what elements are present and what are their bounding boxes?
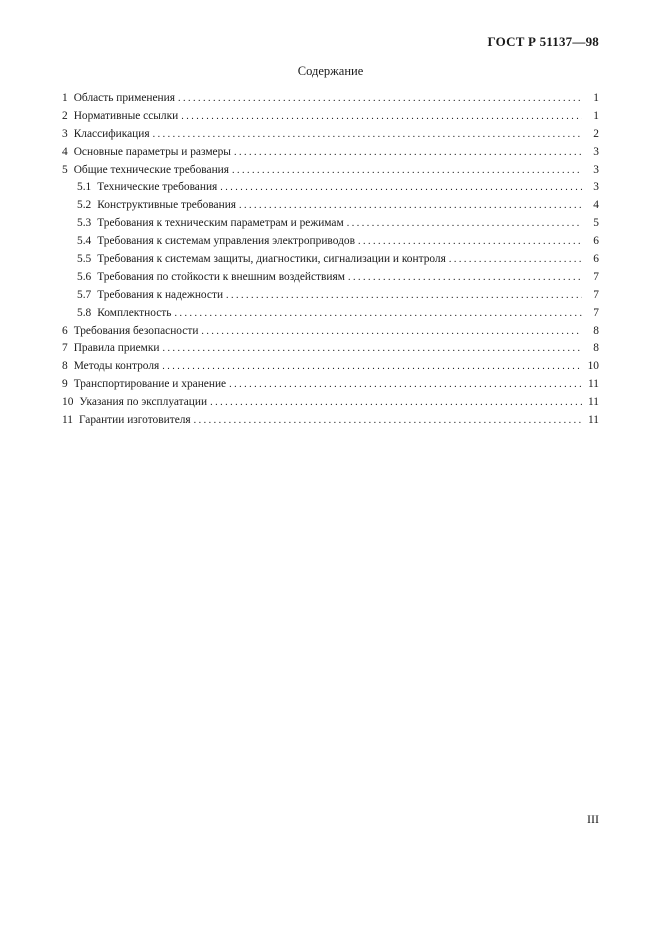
toc-entry[interactable] xyxy=(62,271,599,289)
toc-leader-dots xyxy=(162,361,582,372)
page-number: III xyxy=(587,812,599,826)
toc-leader-dots xyxy=(194,415,582,426)
toc-entry-label: Конструктивные требования xyxy=(97,199,237,212)
toc-entry-page: 1 xyxy=(593,92,599,104)
toc-entry-label: Требования к системам защиты, диагностики, сигнализации и контроля xyxy=(97,253,446,266)
toc-entry-label: Гарантии изготовителя xyxy=(78,414,191,427)
toc-entry-page: 3 xyxy=(593,163,599,176)
toc-entry[interactable] xyxy=(62,253,599,271)
toc-leader-dots xyxy=(163,343,582,354)
toc-entry-number: 10 xyxy=(62,396,74,409)
toc-leader-dots xyxy=(153,129,582,140)
toc-leader-dots xyxy=(232,165,582,176)
toc-entry[interactable] xyxy=(62,342,599,360)
toc-leader-dots xyxy=(348,272,582,283)
toc-entry-page: 4 xyxy=(593,199,599,212)
toc-title: Содержание xyxy=(297,64,364,78)
toc-entry-number: 1 xyxy=(62,92,68,104)
toc-entry-page: 7 xyxy=(593,270,599,283)
toc-leader-dots xyxy=(347,218,582,229)
toc-entry-label: Требования по стойкости к внешним воздействиям xyxy=(97,270,345,283)
toc-leader-dots xyxy=(358,236,582,247)
toc-entry-label: Правила приемки xyxy=(73,342,160,355)
toc-entry-number: 5.6 xyxy=(77,270,92,283)
toc-entry-page: 11 xyxy=(588,396,599,409)
toc-leader-dots xyxy=(226,290,582,301)
toc-entry[interactable] xyxy=(62,92,599,110)
toc-entry[interactable] xyxy=(62,164,599,182)
toc-leader-dots xyxy=(178,93,582,104)
toc-entry-page: 6 xyxy=(593,253,599,266)
toc-entry-number: 5.8 xyxy=(77,306,92,319)
toc-entry-label: Область применения xyxy=(73,92,175,104)
toc-entry-number: 5.1 xyxy=(77,181,92,194)
toc-entry-label: Общие технические требования xyxy=(73,163,229,176)
toc-leader-dots xyxy=(210,397,582,408)
toc-entry-label: Требования к системам управления электроприводов xyxy=(97,235,355,248)
toc-entry-page: 8 xyxy=(593,324,599,337)
toc-entry-page: 6 xyxy=(593,235,599,248)
toc-leader-dots xyxy=(201,326,582,337)
toc-entry-number: 5.3 xyxy=(77,217,92,230)
toc-entry-label: Транспортирование и хранение xyxy=(73,378,227,391)
toc-entry-label: Указания по эксплуатации xyxy=(79,396,208,409)
toc-entry-number: 3 xyxy=(62,127,68,140)
toc-entry-label: Нормативные ссылки xyxy=(73,109,179,122)
toc-entry-page: 10 xyxy=(587,360,599,373)
toc-entry[interactable] xyxy=(62,378,599,396)
toc-entry-number: 6 xyxy=(62,324,68,337)
toc-entry-page: 8 xyxy=(593,342,599,355)
toc-entry-label: Методы контроля xyxy=(73,360,160,373)
table-of-contents xyxy=(62,92,599,432)
toc-entry-number: 5.7 xyxy=(77,288,92,301)
toc-entry-number: 8 xyxy=(62,360,68,373)
toc-leader-dots xyxy=(229,379,582,390)
toc-entry[interactable] xyxy=(62,217,599,235)
toc-leader-dots xyxy=(449,254,582,265)
toc-leader-dots xyxy=(174,308,582,319)
toc-entry-label: Требования безопасности xyxy=(73,324,199,337)
toc-entry-number: 5.5 xyxy=(77,253,92,266)
toc-entry-number: 5 xyxy=(62,163,68,176)
toc-entry[interactable] xyxy=(62,128,599,146)
toc-entry-label: Основные параметры и размеры xyxy=(73,145,231,158)
toc-entry-page: 3 xyxy=(593,145,599,158)
toc-entry-page: 11 xyxy=(588,414,599,427)
toc-entry[interactable] xyxy=(62,325,599,343)
toc-entry-number: 5.4 xyxy=(77,235,92,248)
toc-entry-label: Классификация xyxy=(73,127,150,140)
toc-entry[interactable] xyxy=(62,110,599,128)
toc-entry-page: 5 xyxy=(593,217,599,230)
toc-entry-number: 5.2 xyxy=(77,199,92,212)
toc-entry[interactable] xyxy=(62,181,599,199)
toc-entry-number: 2 xyxy=(62,109,68,122)
toc-entry[interactable] xyxy=(62,289,599,307)
toc-entry-number: 7 xyxy=(62,342,68,355)
toc-entry[interactable] xyxy=(62,199,599,217)
toc-entry[interactable] xyxy=(62,235,599,253)
toc-leader-dots xyxy=(181,111,582,122)
toc-entry-label: Комплектность xyxy=(97,306,172,319)
toc-entry-page: 3 xyxy=(593,181,599,194)
toc-entry[interactable] xyxy=(62,360,599,378)
toc-entry-number: 11 xyxy=(62,414,73,427)
toc-entry-number: 9 xyxy=(62,378,68,391)
toc-entry-number: 4 xyxy=(62,145,68,158)
toc-entry[interactable] xyxy=(62,307,599,325)
document-code: ГОСТ Р 51137—98 xyxy=(487,34,599,49)
toc-entry[interactable] xyxy=(62,396,599,414)
toc-entry-label: Требования к надежности xyxy=(97,288,224,301)
toc-entry-page: 11 xyxy=(588,378,599,391)
toc-entry[interactable] xyxy=(62,146,599,164)
toc-entry-label: Технические требования xyxy=(97,181,218,194)
toc-entry-page: 1 xyxy=(593,109,599,122)
toc-entry-label: Требования к техническим параметрам и режимам xyxy=(97,217,344,230)
toc-entry[interactable] xyxy=(62,414,599,432)
toc-entry-page: 7 xyxy=(593,306,599,319)
toc-leader-dots xyxy=(239,200,582,211)
toc-leader-dots xyxy=(220,182,582,193)
toc-leader-dots xyxy=(234,147,582,158)
toc-entry-page: 7 xyxy=(593,288,599,301)
toc-entry-page: 2 xyxy=(593,127,599,140)
